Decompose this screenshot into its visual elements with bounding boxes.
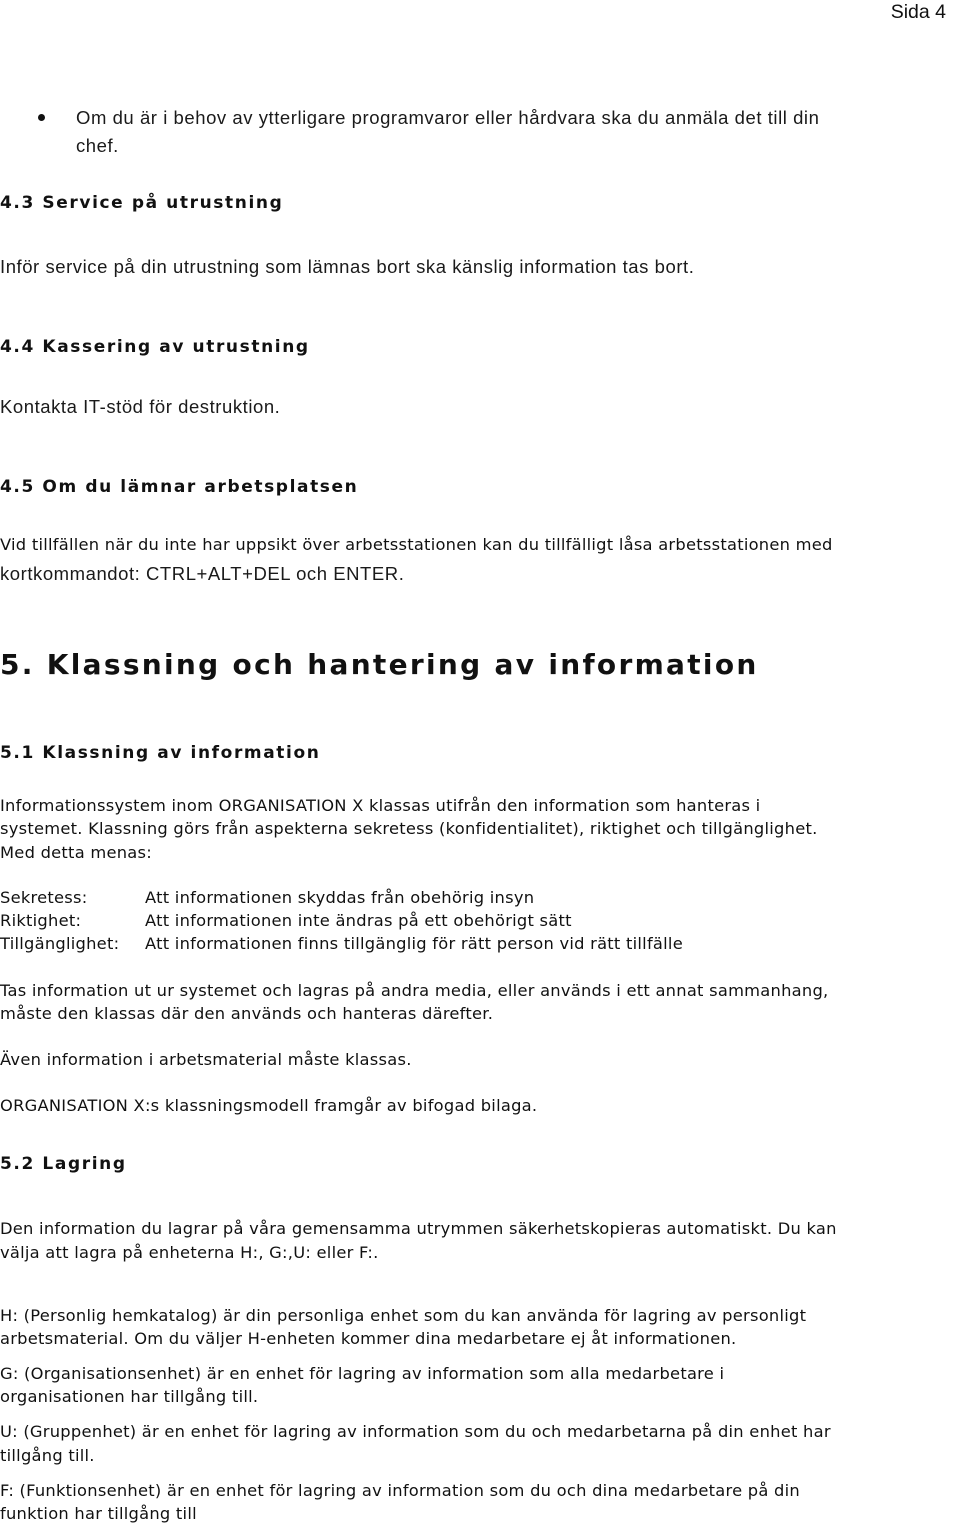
f-drive-line2: funktion har tillgång till	[0, 1504, 197, 1523]
bullet-text-line1: Om du är i behov av ytterligare programvaror eller hårdvara ska du anmäla det till din	[76, 107, 820, 128]
definition-row	[0, 888, 960, 912]
definition-row	[0, 934, 960, 958]
heading-5-1: 5.1 Klassning av information	[0, 743, 321, 763]
classification-intro-line2: systemet. Klassning görs från aspekterna sekretess (konfidentialitet), riktighet och tillgänglighet.	[0, 819, 818, 838]
f-drive-line1: F: (Funktionsenhet) är en enhet för lagring av information som du och dina medarbetare på din	[0, 1481, 800, 1500]
heading-4-5: 4.5 Om du lämnar arbetsplatsen	[0, 477, 359, 497]
heading-4-3: 4.3 Service på utrustning	[0, 193, 284, 213]
definition-term: Tillgänglighet:	[0, 934, 120, 953]
h-drive-line1: H: (Personlig hemkatalog) är din personliga enhet som du kan använda för lagring av personligt	[0, 1306, 807, 1325]
storage-intro-line2: välja att lagra på enheterna H:, G:,U: eller F:.	[0, 1243, 379, 1262]
u-drive-line2: tillgång till.	[0, 1446, 95, 1465]
kassering-text: Kontakta IT-stöd för destruktion.	[0, 396, 281, 417]
definition-term: Riktighet:	[0, 911, 82, 930]
heading-4-4: 4.4 Kassering av utrustning	[0, 337, 310, 357]
classification-intro-line1: Informationssystem inom ORGANISATION X klassas utifrån den information som hanteras i	[0, 796, 761, 815]
service-text: Inför service på din utrustning som lämnas bort ska känslig information tas bort.	[0, 256, 695, 277]
bullet-icon	[38, 114, 45, 121]
definition-desc: Att informationen inte ändras på ett obehörigt sätt	[145, 911, 572, 930]
h-drive-line2: arbetsmaterial. Om du väljer H-enheten kommer dina medarbetare ej åt informationen.	[0, 1329, 737, 1348]
lock-text-line2: kortkommandot: CTRL+ALT+DEL och ENTER.	[0, 563, 405, 584]
other-media-line1: Tas information ut ur systemet och lagras på andra media, eller används i ett annat sammanhang,	[0, 981, 829, 1000]
classification-model-text: ORGANISATION X:s klassningsmodell framgår av bifogad bilaga.	[0, 1096, 538, 1115]
work-material-text: Även information i arbetsmaterial måste klassas.	[0, 1050, 412, 1069]
heading-5: 5. Klassning och hantering av information	[0, 648, 759, 681]
storage-intro-line1: Den information du lagrar på våra gemensamma utrymmen säkerhetskopieras automatiskt. Du kan	[0, 1219, 837, 1238]
page-number: Sida 4	[890, 1, 946, 23]
definition-desc: Att informationen skyddas från obehörig insyn	[145, 888, 535, 907]
heading-5-2: 5.2 Lagring	[0, 1154, 127, 1174]
classification-intro-line3: Med detta menas:	[0, 843, 152, 862]
definition-row	[0, 911, 960, 935]
lock-text-line1: Vid tillfällen när du inte har uppsikt över arbetsstationen kan du tillfälligt låsa arbetsstationen med	[0, 535, 833, 554]
g-drive-line2: organisationen har tillgång till.	[0, 1387, 259, 1406]
other-media-line2: måste den klassas där den används och hanteras därefter.	[0, 1004, 494, 1023]
u-drive-line1: U: (Gruppenhet) är en enhet för lagring av information som du och medarbetarna på din enhet har	[0, 1422, 831, 1441]
definition-desc: Att informationen finns tillgänglig för rätt person vid rätt tillfälle	[145, 934, 683, 953]
definition-term: Sekretess:	[0, 888, 88, 907]
g-drive-line1: G: (Organisationsenhet) är en enhet för lagring av information som alla medarbetare i	[0, 1364, 725, 1383]
bullet-text-line2: chef.	[76, 135, 119, 156]
